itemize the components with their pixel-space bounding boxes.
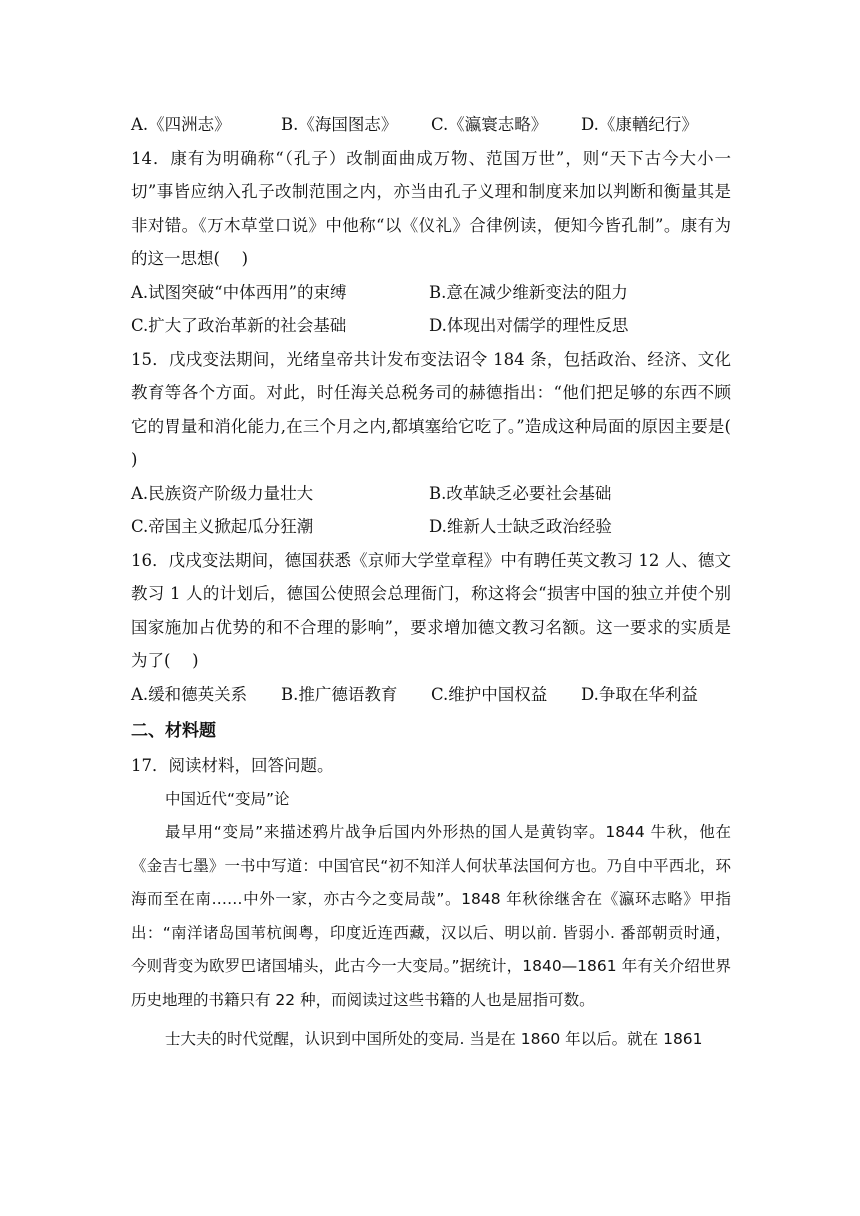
q14-option-b[interactable]: B.意在减少维新变法的阻力 bbox=[429, 282, 628, 302]
material-paragraph-1: 最早用“变局”来描述鸦片战争后国内外形热的国人是黄钧宰。1844 牛秋，他在《金吉七墨》一书中写道：中国官民“初不知洋人何状革法国何方也。乃自中平西北，环海而至在南……中外一家，亦古今之变局哉”。1848 年秋徐继舍在《瀛环志略》甲指出：“南洋诸岛国苇杭闽粤，印度近连西藏，汉以后、明以前. 皆弱小. 番部朝贡时通，今则背变为欧罗巴诸国埔头，此古今一大变局。”据统计，1840—1861 年有关介绍世界历史地理的书籍只有 22 种，而阅读过这些书籍的人也是屈指可数。 bbox=[131, 823, 731, 1009]
q16-option-b[interactable]: B.推广德语教育 bbox=[281, 684, 398, 704]
q16-stem: 16．戊戌变法期间，德国获悉《京师大学堂章程》中有聘任英文教习 12 人、德文教习 1 人的计划后，德国公使照会总理衙门，称这将会“损害中国的独立并使个别国家施加占优势的和不合理的影响”，要求增加德文教习名额。这一要求的实质是为了( ) bbox=[131, 550, 731, 670]
q14-options-row2 bbox=[131, 309, 731, 343]
q15-options-row1 bbox=[131, 477, 731, 511]
q13-options bbox=[131, 108, 731, 142]
q15-stem: 15．戊戌变法期间，光绪皇帝共计发布变法诏令 184 条，包括政治、经济、文化教育等各个方面。对此，时任海关总税务司的赫德指出：“他们把足够的东西不顾它的胃量和消化能力,在三个月之内,都填塞给它吃了。”造成这种局面的原因主要是( ) bbox=[131, 349, 753, 469]
material-title: 中国近代“变局”论 bbox=[165, 789, 290, 808]
q13-option-a[interactable]: A.《四洲志》 bbox=[131, 115, 231, 134]
q13-option-c[interactable]: C.《瀛寰志略》 bbox=[431, 115, 548, 134]
q15-option-c[interactable]: C.帝国主义掀起瓜分狂潮 bbox=[131, 517, 314, 536]
q14-option-c[interactable]: C.扩大了政治革新的社会基础 bbox=[131, 316, 347, 335]
q15-options-row2 bbox=[131, 510, 731, 544]
section-heading-materials: 二、材料题 bbox=[131, 721, 216, 741]
q14-option-a[interactable]: A.试图突破“中体西用”的束缚 bbox=[131, 282, 347, 302]
q15-option-d[interactable]: D.维新人士缺乏政治经验 bbox=[429, 517, 612, 536]
q16-option-d[interactable]: D.争取在华利益 bbox=[581, 684, 698, 704]
material-paragraph-2: 士大夫的时代觉醒，认识到中国所处的变局. 当是在 1860 年以后。就在 1861 bbox=[165, 1030, 703, 1048]
q13-option-d[interactable]: D.《康輶纪行》 bbox=[581, 115, 698, 134]
q17-material bbox=[131, 783, 731, 1057]
q13-option-b[interactable]: B.《海国图志》 bbox=[281, 115, 398, 134]
exam-page bbox=[131, 108, 753, 1057]
q16-options bbox=[131, 678, 731, 712]
q14-stem: 14．康有为明确称“（孔子）改制面曲成万物、范国万世”，则“天下古今大小一切”事皆应纳入孔子改制范围之内，亦当由孔子义理和制度来加以判断和衡量其是非对错。《万木草堂口说》中他称“以《仪礼》合律例读，便知今皆孔制”。康有为的这一思想( ) bbox=[131, 148, 731, 268]
q17-stem: 17．阅读材料，回答问题。 bbox=[131, 756, 334, 775]
q15-option-a[interactable]: A.民族资产阶级力量壮大 bbox=[131, 483, 314, 503]
q15-option-b[interactable]: B.改革缺乏必要社会基础 bbox=[429, 483, 612, 503]
q16-option-c[interactable]: C.维护中国权益 bbox=[431, 684, 548, 704]
q14-options-row1 bbox=[131, 276, 731, 310]
q16-option-a[interactable]: A.缓和德英关系 bbox=[131, 684, 248, 704]
q14-option-d[interactable]: D.体现出对儒学的理性反思 bbox=[429, 316, 629, 335]
